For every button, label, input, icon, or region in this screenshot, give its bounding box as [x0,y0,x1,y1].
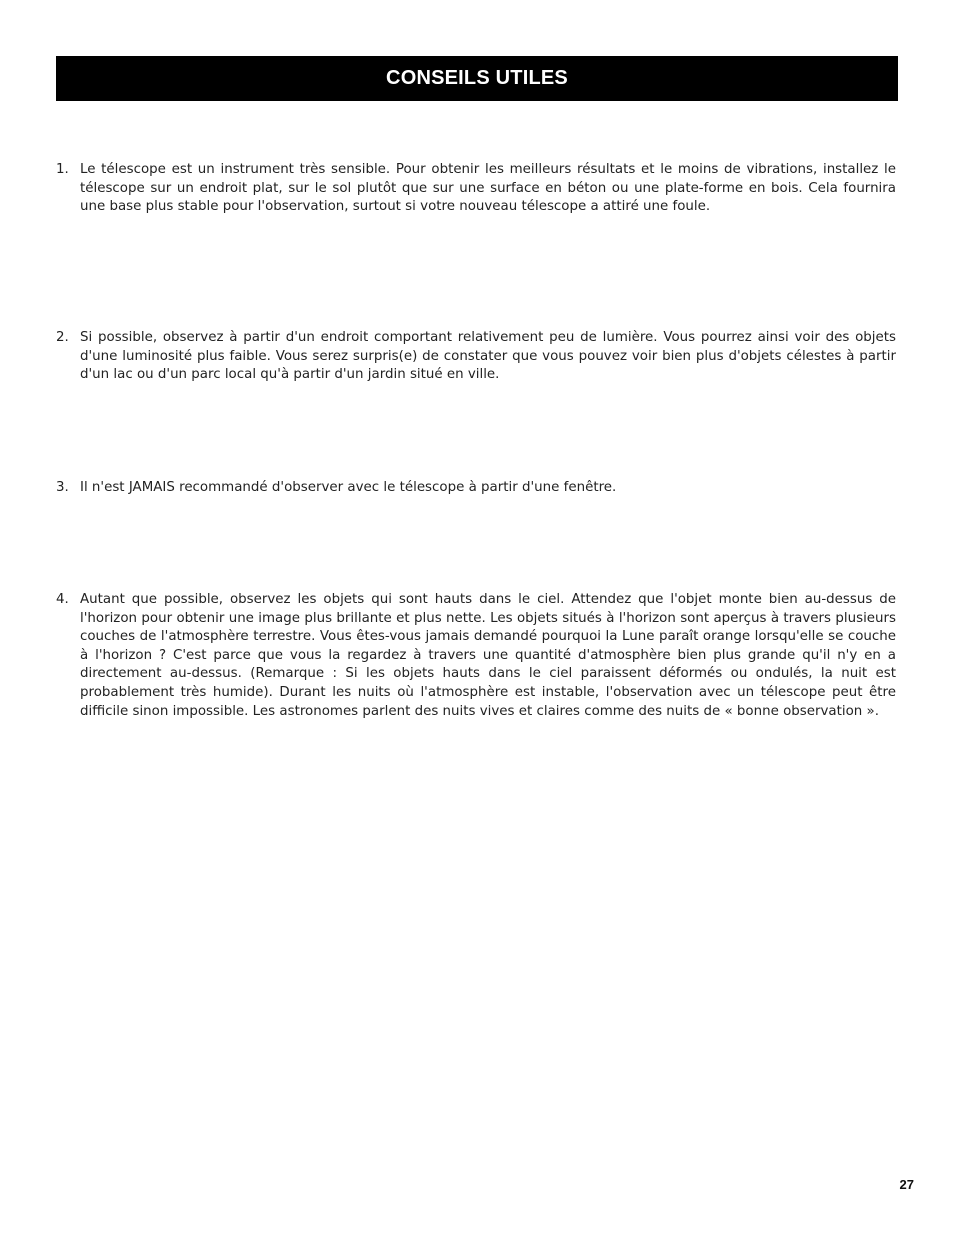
section-title: CONSEILS UTILES [386,67,568,89]
tip-item-2 [56,329,896,385]
tip-text: Si possible, observez à partir d'un endroit comportant relativement peu de lumière. Vous pourrez ainsi voir des objets d'une luminosité plus faible. Vous serez surpris(e) de constater que vous pouvez voir bien plus d'objets célestes à partir d'un lac ou d'un parc local qu'à partir d'un jardin situé en ville. [80,330,896,383]
tip-item-4 [56,591,896,721]
tip-number: 2. [56,330,69,345]
tip-text: Le télescope est un instrument très sensible. Pour obtenir les meilleurs résultats et le moins de vibrations, installez le télescope sur un endroit plat, sur le sol plutôt que sur une surface en béton ou une plate-forme en bois. Cela fournira une base plus stable pour l'observation, surtout si votre nouveau télescope a attiré une foule. [80,162,896,215]
tip-number: 1. [56,162,69,177]
section-header-bar [56,56,898,101]
tip-text: Il n'est JAMAIS recommandé d'observer avec le télescope à partir d'une fenêtre. [80,480,617,495]
tip-text: Autant que possible, observez les objets qui sont hauts dans le ciel. Attendez que l'objet monte bien au-dessus de l'horizon pour obtenir une image plus brillante et plus nette. Les objets situés à l'horizon sont aperçus à travers plusieurs couches de l'atmosphère terrestre. Vous êtes-vous jamais demandé pourquoi la Lune paraît orange lorsqu'elle se couche à l'horizon ? C'est parce que vous la regardez à travers une quantité d'atmosphère bien plus grande qu'il n'y en a directement au-dessus. (Remarque : Si les objets hauts dans le ciel paraissent déformés ou ondulés, la nuit est probablement très humide). Durant les nuits où l'atmosphère est instable, l'observation avec un télescope peut être difficile sinon impossible. Les astronomes parlent des nuits vives et claires comme des nuits de « bonne observation ». [80,592,896,719]
tip-item-1 [56,161,896,217]
page-number: 27 [899,1177,914,1192]
tip-number: 4. [56,592,69,607]
tip-item-3 [56,479,896,498]
tip-number: 3. [56,480,69,495]
